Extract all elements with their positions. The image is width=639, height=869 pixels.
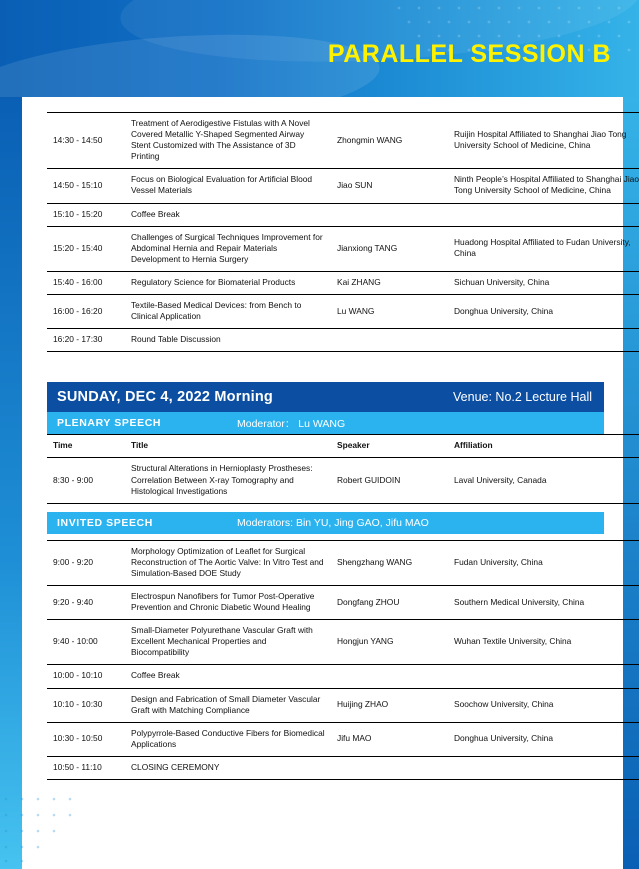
- row-affiliation: Ruijin Hospital Affiliated to Shanghai Jiao Tong University School of Medicine, China: [448, 113, 639, 169]
- row-title: CLOSING CEREMONY: [125, 756, 639, 779]
- invited-table: [47, 540, 639, 780]
- table-row: [47, 585, 639, 619]
- program-content: [47, 112, 639, 780]
- day-date-text: SUNDAY, DEC 4, 2022: [57, 389, 211, 406]
- row-speaker: Zhongmin WANG: [331, 113, 448, 169]
- row-speaker: Shengzhang WANG: [331, 540, 448, 585]
- column-header-title: Title: [125, 435, 331, 458]
- row-speaker: Lu WANG: [331, 295, 448, 329]
- invited-section-bar: [47, 512, 604, 534]
- row-title: Regulatory Science for Biomaterial Products: [125, 271, 331, 294]
- table-row: [47, 688, 639, 722]
- row-time: 15:20 - 15:40: [47, 226, 125, 271]
- table-row: [47, 722, 639, 756]
- plenary-table: [47, 434, 639, 503]
- corner-dot-pattern: [0, 789, 120, 869]
- row-affiliation: Ninth People’s Hospital Affiliated to Shanghai Jiao Tong University School of Medicine, China: [448, 169, 639, 203]
- row-title: Coffee Break: [125, 665, 639, 688]
- left-decorative-edge: [0, 97, 22, 869]
- row-affiliation: Southern Medical University, China: [448, 585, 639, 619]
- row-time: 15:40 - 16:00: [47, 271, 125, 294]
- row-time: 10:10 - 10:30: [47, 688, 125, 722]
- column-header-affiliation: Affiliation: [448, 435, 639, 458]
- row-affiliation: Soochow University, China: [448, 688, 639, 722]
- table-row: [47, 113, 639, 169]
- row-affiliation: Donghua University, China: [448, 722, 639, 756]
- row-affiliation: Fudan University, China: [448, 540, 639, 585]
- column-header-speaker: Speaker: [331, 435, 448, 458]
- table-row-break: [47, 203, 639, 226]
- row-time: 9:40 - 10:00: [47, 620, 125, 665]
- row-time: 10:50 - 11:10: [47, 756, 125, 779]
- row-title: Polypyrrole-Based Conductive Fibers for Biomedical Applications: [125, 722, 331, 756]
- session-b-table: [47, 112, 639, 352]
- row-time: 8:30 - 9:00: [47, 458, 125, 503]
- row-title: Textile-Based Medical Devices: from Bench to Clinical Application: [125, 295, 331, 329]
- table-row: [47, 458, 639, 503]
- day-date: [57, 389, 273, 405]
- row-time: 14:30 - 14:50: [47, 113, 125, 169]
- row-time: 9:00 - 9:20: [47, 540, 125, 585]
- table-row-break: [47, 665, 639, 688]
- row-title: Morphology Optimization of Leaflet for Surgical Reconstruction of The Aortic Valve: In Vitro Test and Simulation-Based DOE Study: [125, 540, 331, 585]
- day-part-of-day: Morning: [214, 389, 273, 406]
- row-speaker: Jianxiong TANG: [331, 226, 448, 271]
- row-time: 10:00 - 10:10: [47, 665, 125, 688]
- table-row-closing: [47, 756, 639, 779]
- row-title: Electrospun Nanofibers for Tumor Post-Operative Prevention and Chronic Diabetic Wound Healing: [125, 585, 331, 619]
- row-speaker: Jiao SUN: [331, 169, 448, 203]
- row-title: Small-Diameter Polyurethane Vascular Graft with Excellent Mechanical Properties and Biocompatibility: [125, 620, 331, 665]
- row-time: 14:50 - 15:10: [47, 169, 125, 203]
- row-title: Structural Alterations in Hernioplasty Prostheses: Correlation Between X-ray Tomography and Histological Investigations: [125, 458, 331, 503]
- row-time: 16:20 - 17:30: [47, 329, 125, 352]
- row-affiliation: Sichuan University, China: [448, 271, 639, 294]
- day-header-bar: [47, 382, 604, 412]
- row-speaker: Hongjun YANG: [331, 620, 448, 665]
- row-time: 15:10 - 15:20: [47, 203, 125, 226]
- row-title: Coffee Break: [125, 203, 639, 226]
- row-time: 10:30 - 10:50: [47, 722, 125, 756]
- table-row: [47, 226, 639, 271]
- invited-section-name: INVITED SPEECH: [57, 516, 153, 529]
- row-title: Focus on Biological Evaluation for Artificial Blood Vessel Materials: [125, 169, 331, 203]
- row-title: Treatment of Aerodigestive Fistulas with A Novel Covered Metallic Y-Shaped Segmented Airway Stent Customized with The Assistance of 3D Printing: [125, 113, 331, 169]
- table-row-discussion: [47, 329, 639, 352]
- plenary-moderator: Moderator： Lu WANG: [237, 417, 346, 430]
- table-row: [47, 540, 639, 585]
- row-speaker: Dongfang ZHOU: [331, 585, 448, 619]
- page-title: PARALLEL SESSION B: [327, 40, 611, 68]
- day-venue: Venue: No.2 Lecture Hall: [453, 390, 592, 405]
- page-banner: [0, 0, 639, 97]
- row-time: 16:00 - 16:20: [47, 295, 125, 329]
- plenary-section-bar: [47, 412, 604, 434]
- row-speaker: Kai ZHANG: [331, 271, 448, 294]
- table-row: [47, 271, 639, 294]
- row-title: Design and Fabrication of Small Diameter Vascular Graft with Matching Compliance: [125, 688, 331, 722]
- invited-moderators: Moderators: Bin YU, Jing GAO, Jifu MAO: [237, 516, 429, 529]
- row-title: Round Table Discussion: [125, 329, 639, 352]
- row-speaker: Jifu MAO: [331, 722, 448, 756]
- row-affiliation: Laval University, Canada: [448, 458, 639, 503]
- column-header-row: [47, 435, 639, 458]
- row-title: Challenges of Surgical Techniques Improvement for Abdominal Hernia and Repair Materials Development to Hernia Surgery: [125, 226, 331, 271]
- plenary-section-name: PLENARY SPEECH: [57, 417, 162, 430]
- section-spacer: [47, 352, 604, 382]
- row-affiliation: Huadong Hospital Affiliated to Fudan University, China: [448, 226, 639, 271]
- row-speaker: Robert GUIDOIN: [331, 458, 448, 503]
- row-affiliation: Wuhan Textile University, China: [448, 620, 639, 665]
- table-row: [47, 295, 639, 329]
- row-speaker: Huijing ZHAO: [331, 688, 448, 722]
- row-time: 9:20 - 9:40: [47, 585, 125, 619]
- row-affiliation: Donghua University, China: [448, 295, 639, 329]
- column-header-time: Time: [47, 435, 125, 458]
- table-row: [47, 620, 639, 665]
- table-row: [47, 169, 639, 203]
